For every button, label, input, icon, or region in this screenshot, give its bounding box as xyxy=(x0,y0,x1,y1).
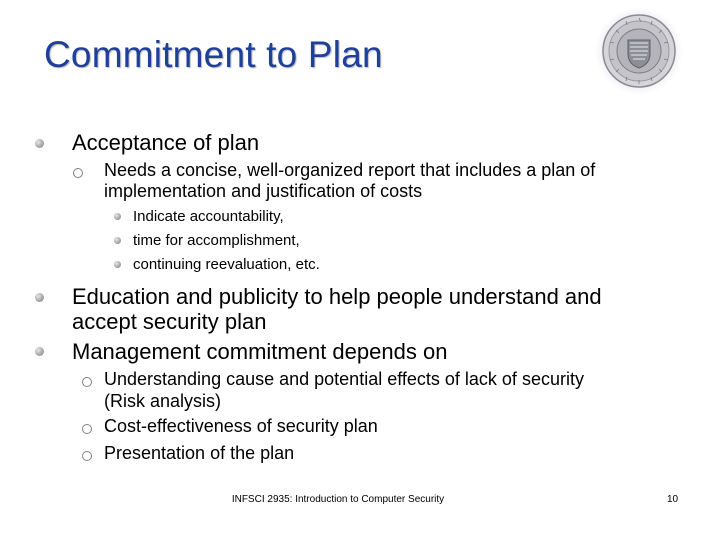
bullet-ring-icon xyxy=(82,451,92,461)
slide-title: Commitment to Plan xyxy=(44,34,383,75)
bullet-ring-icon xyxy=(73,168,83,178)
bullet-dot-icon xyxy=(35,347,44,356)
list-item: Presentation of the plan xyxy=(104,443,295,463)
bullet-dot-icon xyxy=(114,213,121,220)
slide-footer: INFSCI 2935: Introduction to Computer Security xyxy=(231,494,445,505)
bullet-acceptance: Acceptance of plan xyxy=(72,130,260,155)
bullet-ring-icon xyxy=(82,424,92,434)
list-item: Understanding cause and potential effects of lack of security xyxy=(104,369,584,389)
page-number: 10 xyxy=(667,494,679,505)
bullet-dot-icon xyxy=(114,261,121,268)
list-item: Indicate accountability, xyxy=(133,208,284,225)
university-seal-logo xyxy=(594,6,684,96)
list-item: Cost-effectiveness of security plan xyxy=(104,416,378,436)
list-item: time for accomplishment, xyxy=(133,232,300,249)
sub-bullet-report-cont: implementation and justification of costs xyxy=(104,181,423,201)
bullet-management: Management commitment depends on xyxy=(72,339,448,364)
bullet-dot-icon xyxy=(35,139,44,148)
list-item: continuing reevaluation, etc. xyxy=(133,256,320,273)
bullet-dot-icon xyxy=(114,237,121,244)
seal-icon xyxy=(594,6,684,96)
bullet-ring-icon xyxy=(82,377,92,387)
bullet-dot-icon xyxy=(35,293,44,302)
bullet-education-cont: accept security plan xyxy=(72,309,267,334)
sub-bullet-report: Needs a concise, well-organized report that includes a plan of xyxy=(104,160,596,180)
bullet-education: Education and publicity to help people understand and xyxy=(72,284,602,309)
list-item-cont: (Risk analysis) xyxy=(104,391,222,411)
